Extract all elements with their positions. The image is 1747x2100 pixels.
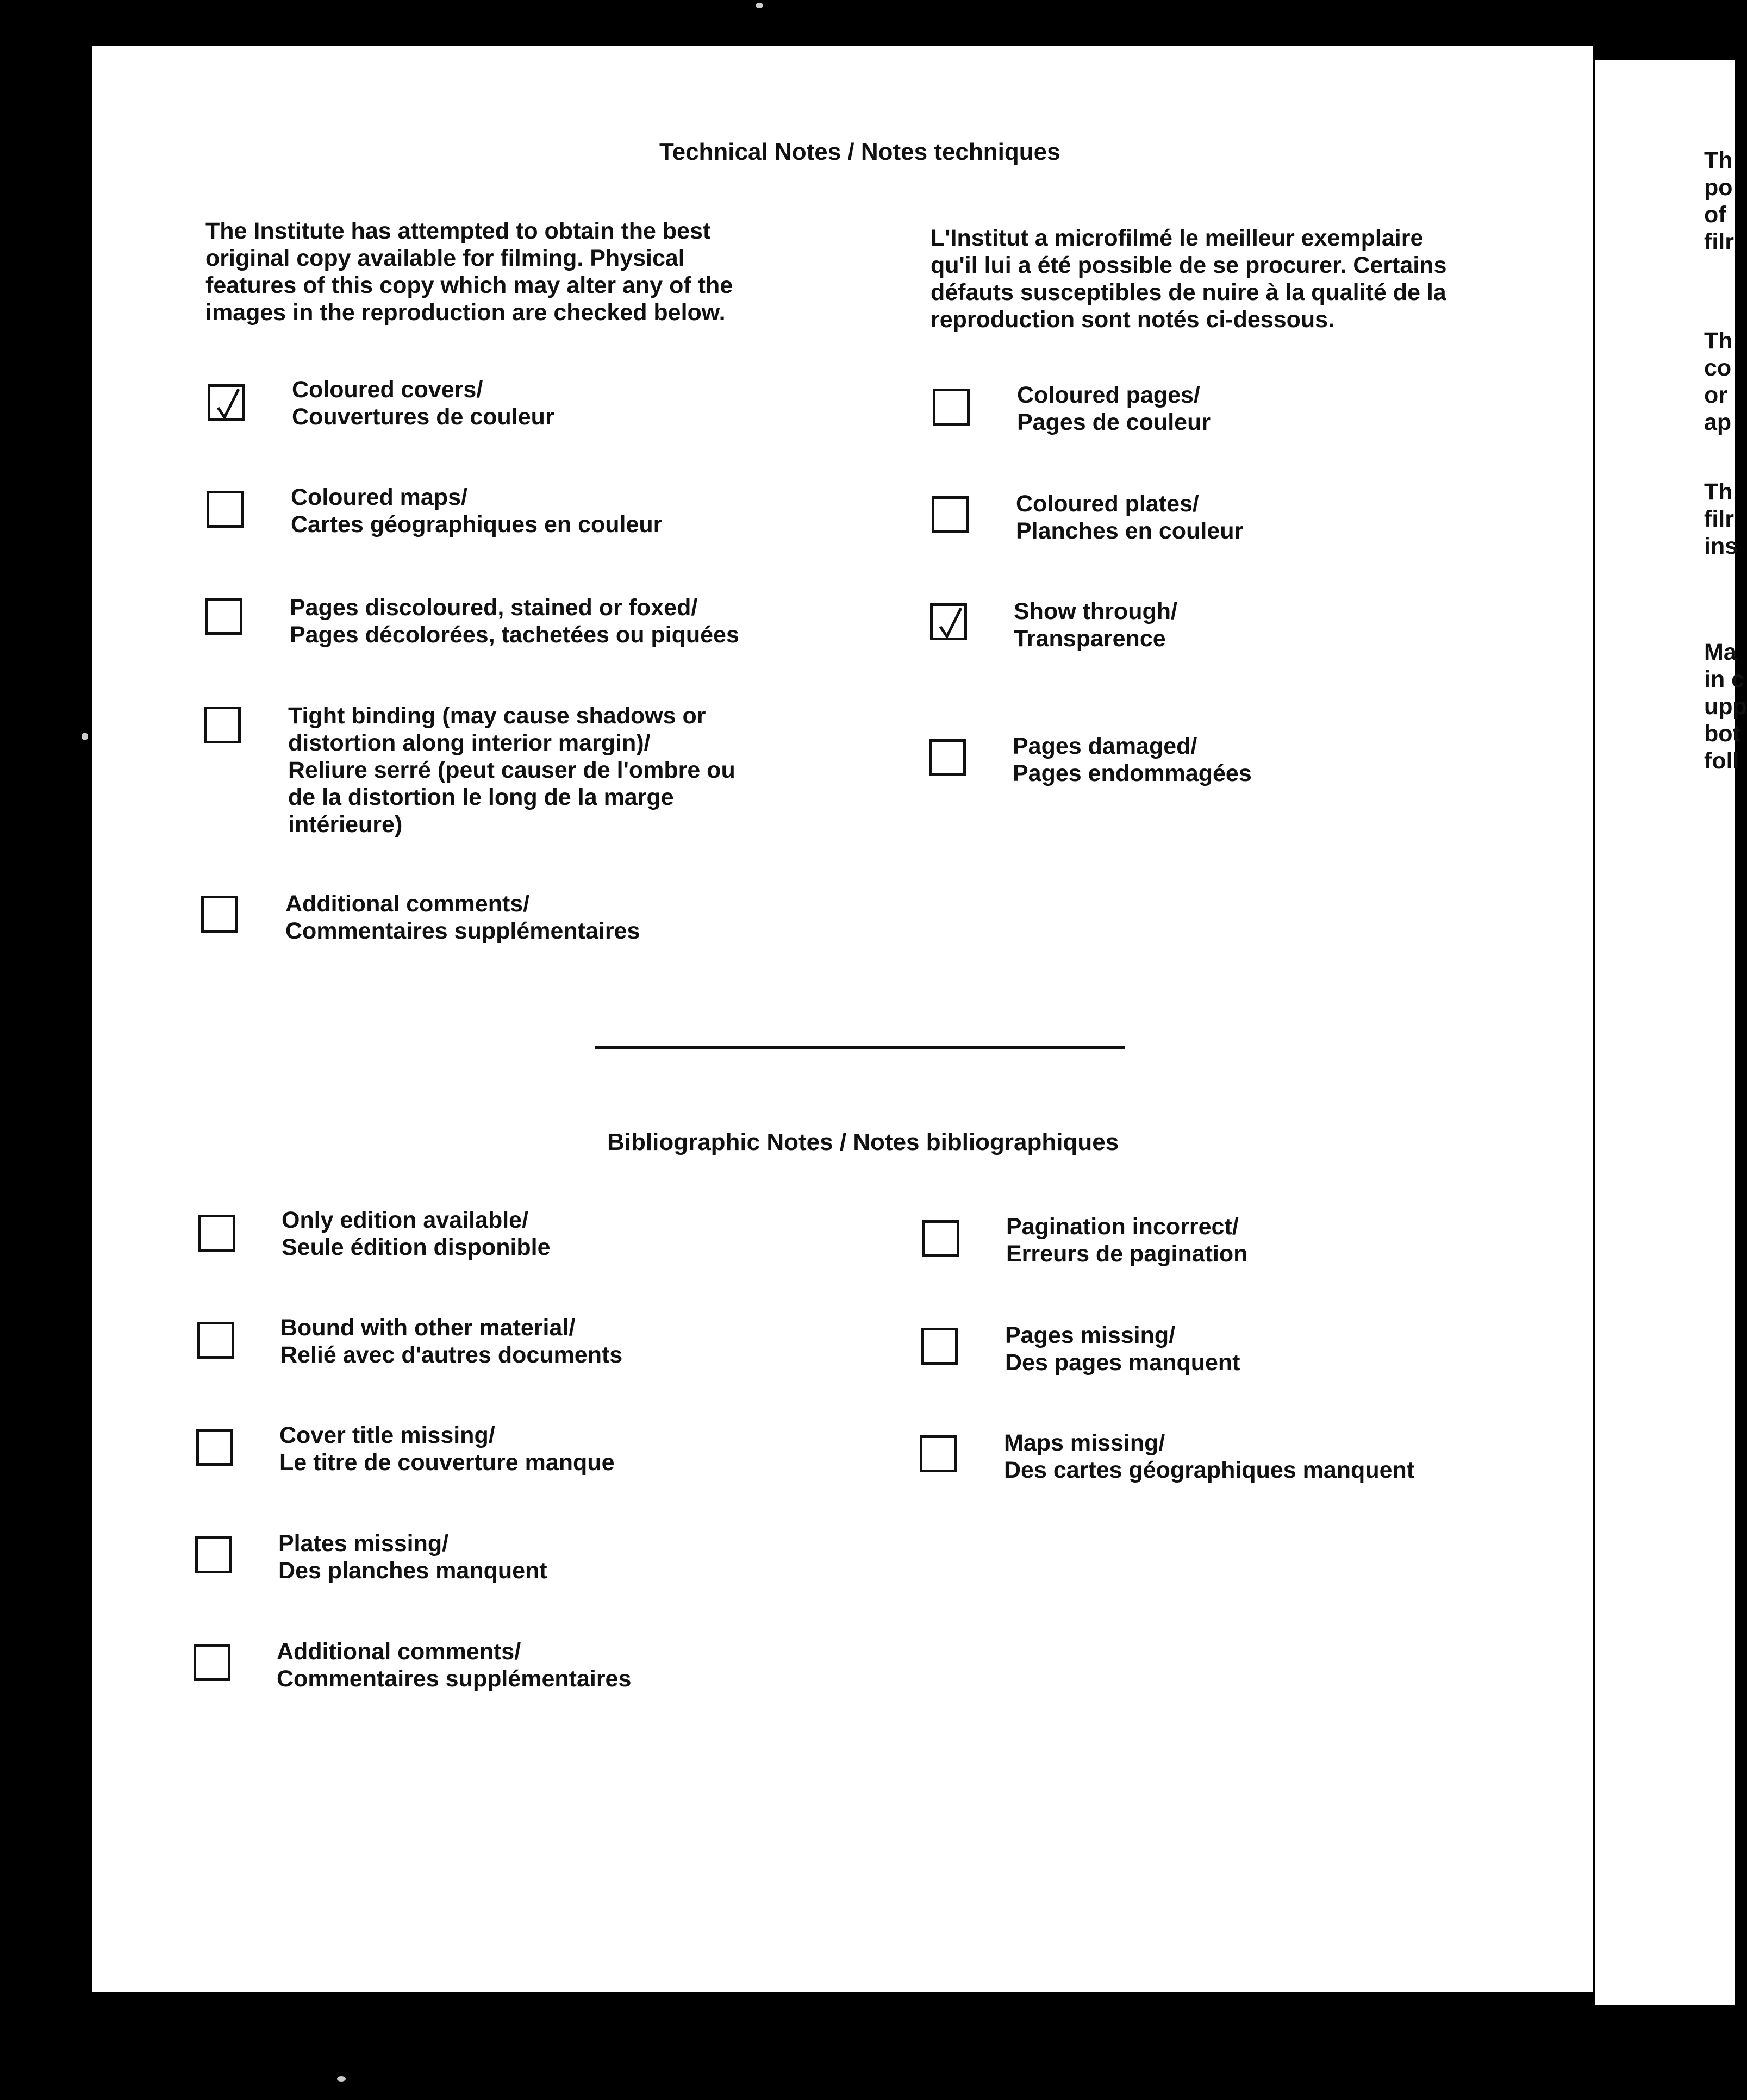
checkbox-pages-missing[interactable] — [921, 1328, 958, 1365]
label-coloured-covers: Coloured covers/ Couvertures de couleur — [292, 377, 554, 430]
label-show-through: Show through/ Transparence — [1014, 598, 1177, 652]
checkbox-only-edition[interactable] — [198, 1215, 235, 1252]
technical-notes-title: Technical Notes / Notes techniques — [659, 139, 1060, 165]
label-coloured-pages: Coloured pages/ Pages de couleur — [1017, 382, 1211, 435]
adjacent-fragment: filr — [1704, 229, 1734, 255]
label-maps-missing: Maps missing/ Des cartes géographiques manquent — [1004, 1430, 1415, 1483]
label-pages-discoloured: Pages discoloured, stained or foxed/ Pages décolorées, tachetées ou piquées — [290, 595, 739, 648]
label-bound-with-other: Bound with other material/ Relié avec d'autres documents — [280, 1315, 623, 1368]
section-divider — [595, 1046, 1125, 1049]
checkbox-bound-with-other[interactable] — [197, 1322, 234, 1359]
adjacent-fragment: of — [1704, 202, 1726, 228]
checkbox-coloured-pages[interactable] — [933, 389, 970, 426]
technical-notes-page — [92, 46, 1593, 1992]
scan-speck — [337, 2076, 346, 2082]
intro-french: L'Institut a microfilmé le meilleur exemplaire qu'il lui a été possible de se procurer. Certains défauts susceptibles de nuire à la qualité de la reproduction sont notés ci-dessous. — [931, 225, 1447, 333]
bibliographic-notes-title: Bibliographic Notes / Notes bibliographiques — [607, 1129, 1119, 1155]
checkbox-pages-discoloured[interactable] — [205, 598, 242, 635]
adjacent-fragment: in c — [1704, 666, 1745, 692]
adjacent-fragment: upp — [1704, 693, 1747, 720]
checkbox-coloured-maps[interactable] — [207, 491, 244, 528]
adjacent-fragment: ap — [1704, 409, 1732, 435]
checkbox-additional-comments-bibliographic[interactable] — [194, 1644, 230, 1681]
adjacent-fragment: Th — [1704, 479, 1733, 505]
checkbox-pagination-incorrect[interactable] — [922, 1220, 959, 1257]
adjacent-fragment: Ma — [1704, 639, 1737, 665]
label-pages-missing: Pages missing/ Des pages manquent — [1005, 1322, 1240, 1376]
adjacent-fragment: foll — [1704, 748, 1739, 774]
adjacent-fragment: co — [1704, 355, 1732, 381]
checkbox-cover-title-missing[interactable] — [196, 1429, 233, 1466]
intro-english: The Institute has attempted to obtain the best original copy available for filming. Physical features of this copy which may alter any of the images in the reproduction are checked below. — [205, 218, 733, 326]
label-pages-damaged: Pages damaged/ Pages endommagées — [1013, 733, 1252, 786]
checkbox-pages-damaged[interactable] — [929, 739, 966, 776]
checkmark-icon — [216, 388, 242, 420]
adjacent-fragment: Th — [1704, 147, 1733, 173]
checkbox-coloured-covers[interactable] — [208, 384, 245, 421]
checkbox-show-through[interactable] — [930, 603, 967, 640]
label-tight-binding: Tight binding (may cause shadows or distortion along interior margin)/ Reliure serré (peut causer de l'ombre ou de la distortion le long de la marge intérieure) — [288, 703, 735, 838]
adjacent-fragment: Th — [1704, 328, 1733, 354]
label-additional-comments-technical: Additional comments/ Commentaires supplémentaires — [285, 891, 640, 944]
scan-speck — [82, 733, 88, 740]
adjacent-fragment: bot — [1704, 721, 1740, 747]
label-coloured-maps: Coloured maps/ Cartes géographiques en couleur — [291, 484, 663, 538]
label-additional-comments-bibliographic: Additional comments/ Commentaires supplémentaires — [277, 1639, 632, 1692]
label-coloured-plates: Coloured plates/ Planches en couleur — [1016, 491, 1244, 544]
scan-speck — [756, 3, 763, 8]
adjacent-fragment: ins — [1704, 533, 1738, 559]
label-cover-title-missing: Cover title missing/ Le titre de couverture manque — [279, 1422, 615, 1476]
label-pagination-incorrect: Pagination incorrect/ Erreurs de pagination — [1006, 1214, 1248, 1267]
checkbox-additional-comments-technical[interactable] — [201, 896, 238, 933]
label-only-edition: Only edition available/ Seule édition disponible — [282, 1207, 551, 1260]
checkmark-icon — [938, 607, 964, 639]
adjacent-fragment: filr — [1704, 506, 1734, 532]
label-plates-missing: Plates missing/ Des planches manquent — [278, 1530, 547, 1584]
adjacent-fragment: or — [1704, 382, 1727, 408]
checkbox-coloured-plates[interactable] — [932, 496, 969, 533]
checkbox-plates-missing[interactable] — [195, 1536, 232, 1573]
checkbox-maps-missing[interactable] — [920, 1435, 957, 1472]
checkbox-tight-binding[interactable] — [204, 707, 241, 743]
adjacent-fragment: po — [1704, 174, 1733, 201]
